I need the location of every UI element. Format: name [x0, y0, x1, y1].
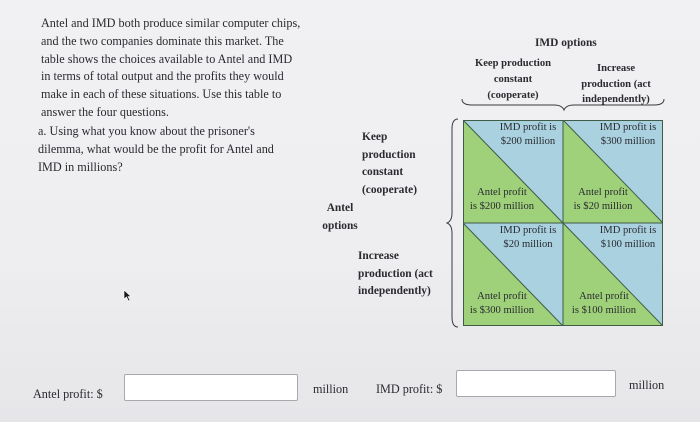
- question-a-prefix: a.: [38, 124, 47, 138]
- cell-text-line: Antel profit: [578, 187, 628, 198]
- cell-text-line: $200 million: [500, 136, 556, 148]
- antel-row-independent-line: production (act: [358, 267, 433, 280]
- intro-line: table shows the choices available to Antel and IMD: [41, 51, 293, 66]
- cell-3-antel-profit: [464, 290, 540, 318]
- antel-profit-input[interactable]: [124, 374, 298, 401]
- intro-line: make in each of these situations. Use this table to: [41, 87, 282, 102]
- imd-profit-input[interactable]: [456, 370, 616, 397]
- antel-row-cooperate-label: [362, 129, 417, 199]
- antel-options-brace: [446, 117, 460, 329]
- antel-options-line: Antel: [326, 202, 354, 214]
- question-line: Using what you know about the prisoner's: [46, 124, 255, 138]
- intro-line: in terms of total output and the profits they would: [41, 69, 284, 84]
- imd-profit-unit: million: [629, 378, 665, 392]
- imd-options-brace: [458, 96, 668, 112]
- cell-4-imd-profit: [594, 224, 662, 252]
- intro-line: Antel and IMD both produce similar computer chips,: [41, 16, 301, 30]
- cell-text-line: Antel profit: [477, 187, 527, 198]
- imd-profit-label: IMD profit: $: [376, 382, 443, 396]
- cell-text-line: IMD profit is: [599, 122, 657, 133]
- imd-col-cooperate-line: Keep production: [474, 58, 552, 69]
- imd-options-label: IMD options: [535, 37, 597, 49]
- imd-col-cooperate-line: constant: [493, 74, 533, 86]
- question-line: IMD in millions?: [38, 159, 123, 174]
- question-line: dilemma, what would be the profit for Antel and: [38, 141, 274, 156]
- cell-text-line: $100 million: [600, 239, 656, 251]
- cell-text-line: is $20 million: [573, 201, 633, 213]
- antel-row-cooperate-line: constant: [362, 166, 404, 178]
- cell-3-imd-profit: [494, 224, 562, 252]
- antel-row-cooperate-line: production: [362, 148, 416, 161]
- intro-line: and the two companies dominate this market. The: [41, 33, 284, 48]
- intro-line: answer the four questions.: [41, 104, 169, 119]
- intro-paragraph: [41, 15, 326, 122]
- cell-text-line: IMD profit is: [499, 225, 557, 236]
- imd-col-cooperate-line: (cooperate): [487, 90, 539, 102]
- cell-2-imd-profit: [594, 121, 662, 149]
- mouse-cursor-icon: [123, 289, 132, 302]
- antel-options-line: options: [322, 219, 358, 232]
- imd-col-independent-line: Increase: [596, 63, 636, 74]
- cell-4-antel-profit: [566, 290, 642, 318]
- cell-1-imd-profit: [494, 121, 562, 149]
- cell-text-line: is $100 million: [571, 305, 637, 317]
- cell-text-line: IMD profit is: [499, 122, 557, 133]
- antel-row-independent-label: [358, 248, 433, 301]
- cell-text-line: IMD profit is: [599, 225, 657, 236]
- antel-row-independent-line: Increase: [358, 250, 399, 262]
- cell-2-antel-profit: [566, 186, 640, 214]
- imd-col-independent-line: production (act: [581, 78, 651, 90]
- cell-text-line: $300 million: [600, 136, 656, 148]
- cell-1-antel-profit: [464, 186, 540, 214]
- antel-row-independent-line: independently): [358, 285, 431, 297]
- cell-text-line: Antel profit: [579, 291, 629, 302]
- antel-profit-unit: million: [313, 382, 349, 396]
- question-a: [38, 123, 306, 176]
- cell-text-line: is $300 million: [469, 305, 535, 317]
- cell-text-line: $20 million: [503, 239, 553, 251]
- antel-options-label: [322, 200, 358, 235]
- imd-col-independent-line: independently): [582, 94, 650, 105]
- antel-row-cooperate-line: Keep: [362, 131, 388, 143]
- antel-profit-label: Antel profit: $: [33, 387, 103, 401]
- cell-text-line: Antel profit: [477, 291, 527, 302]
- cell-text-line: is $200 million: [469, 201, 535, 213]
- antel-row-cooperate-line: (cooperate): [362, 183, 418, 196]
